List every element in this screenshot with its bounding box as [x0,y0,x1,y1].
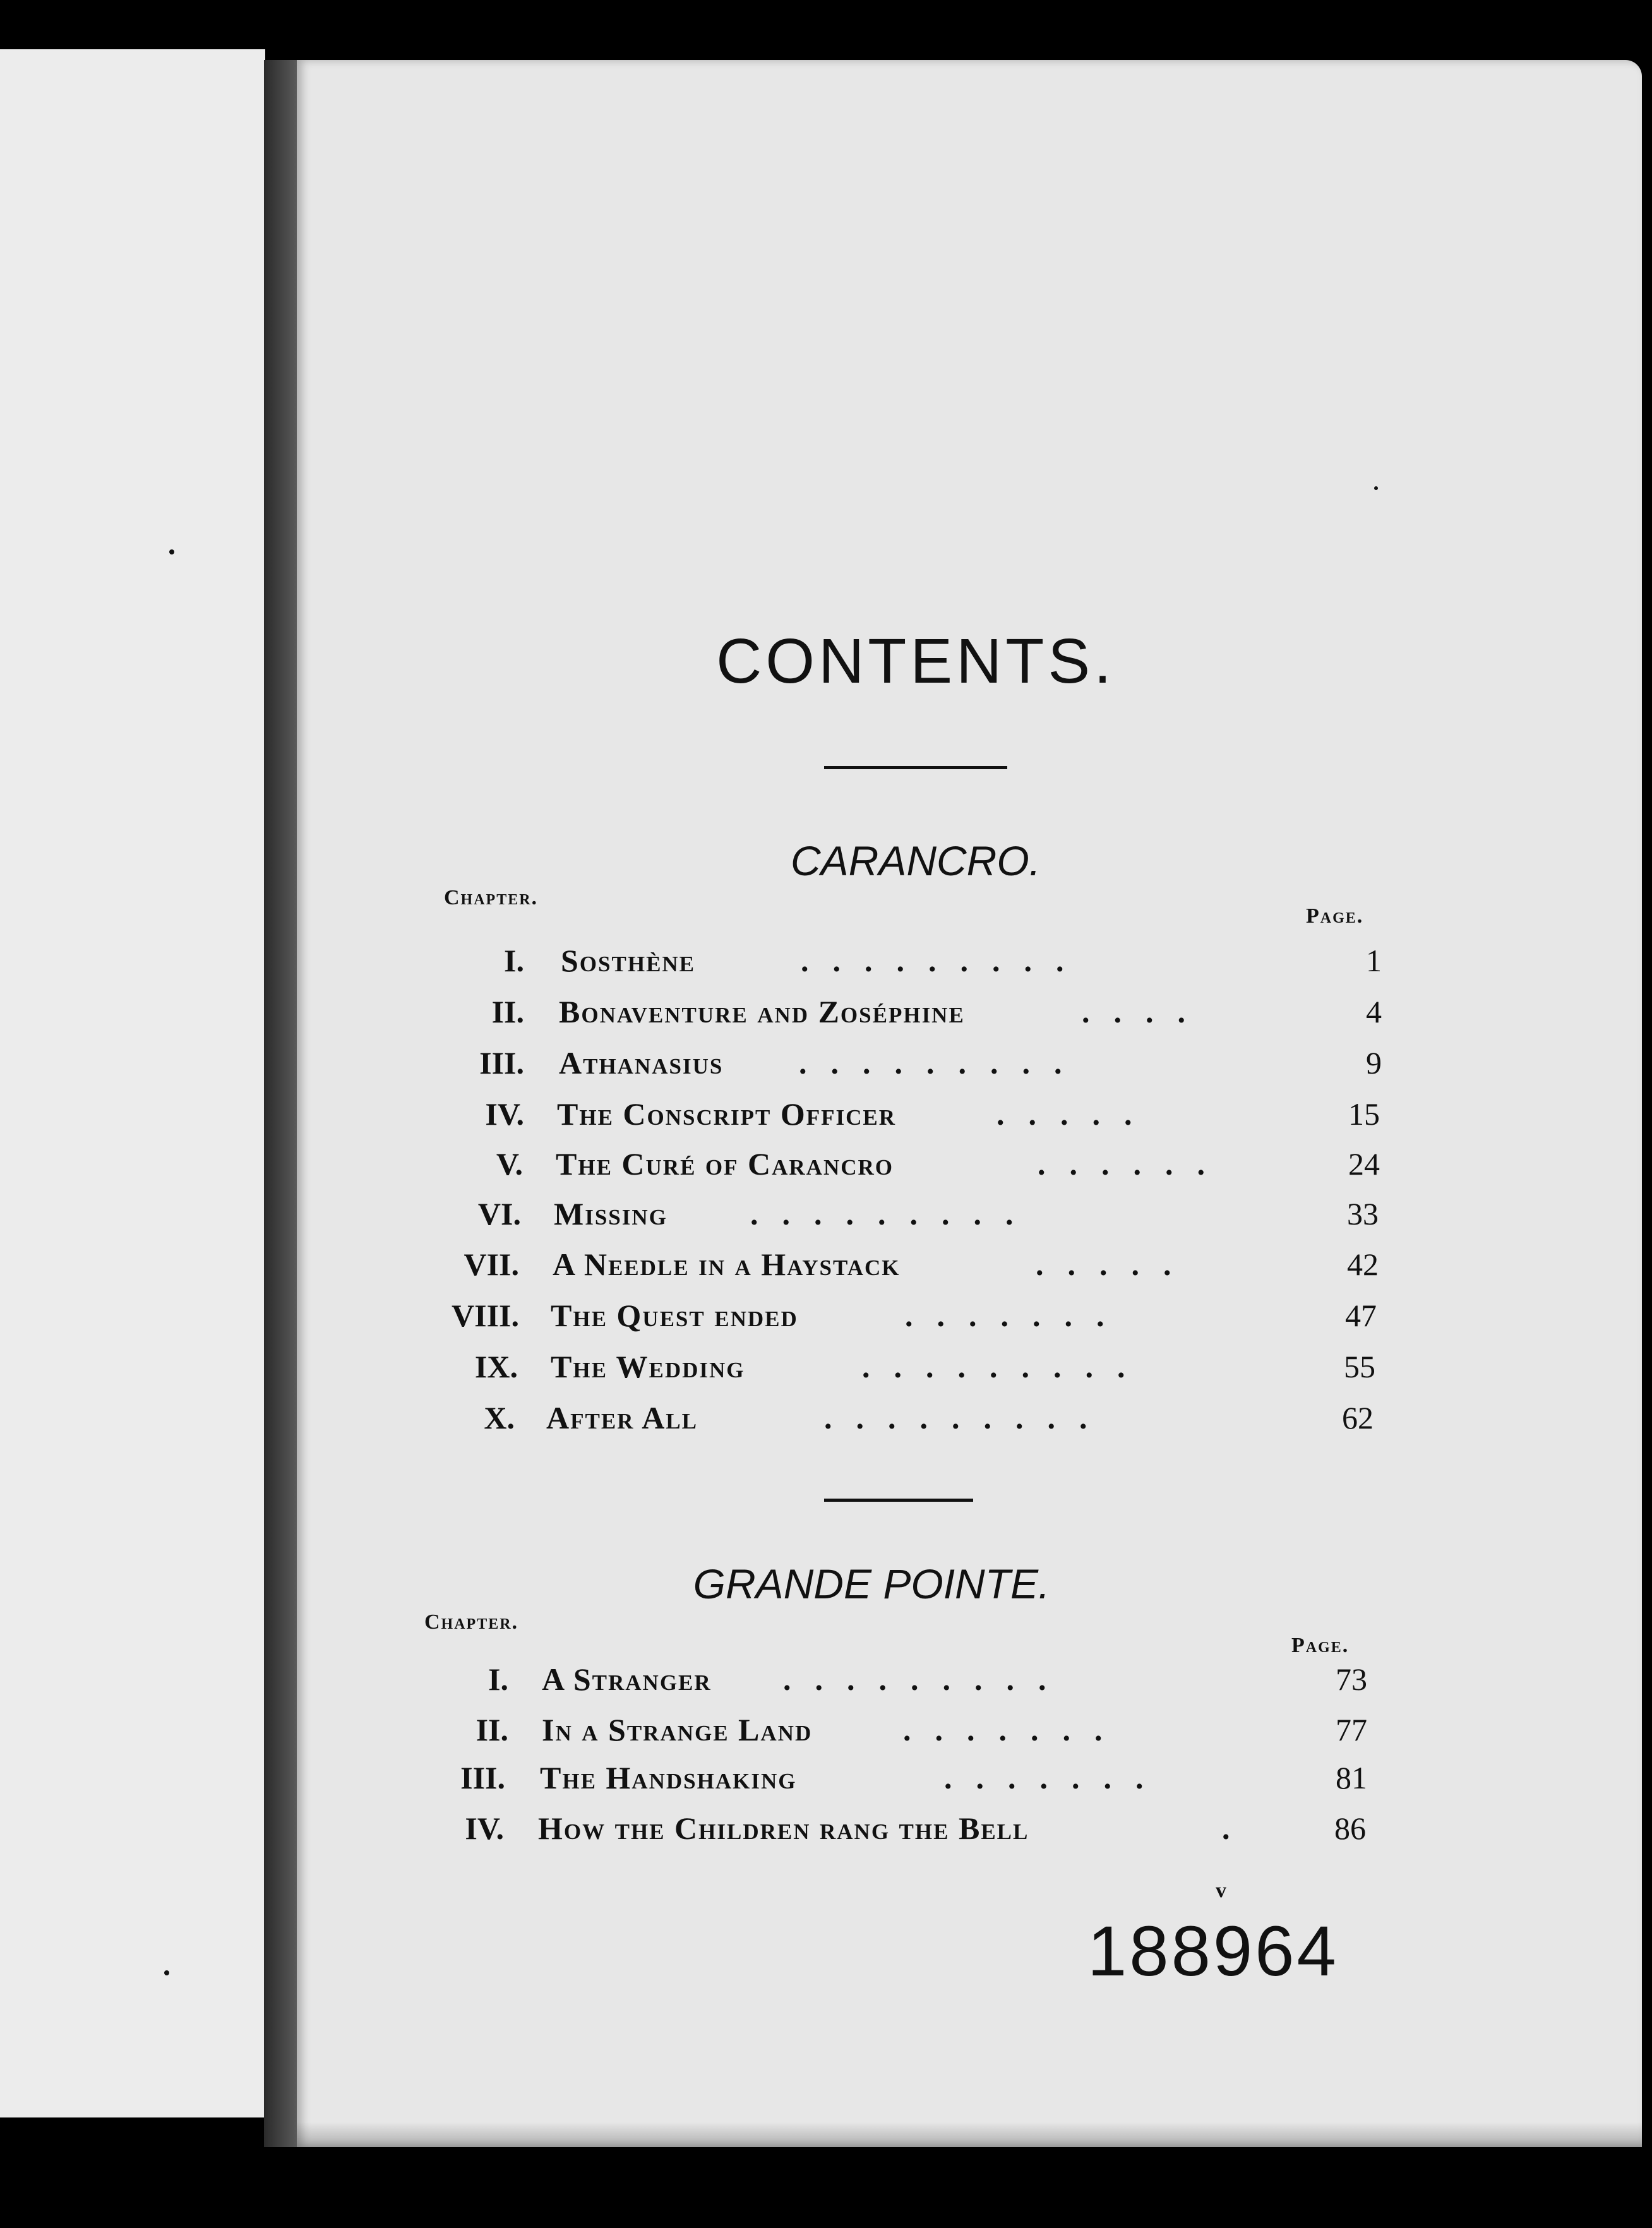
page-number: 9 [1366,1045,1382,1081]
chapter-number: III. [479,1045,524,1081]
toc-row [0,1195,1652,1246]
toc-row [0,1246,1652,1297]
toc-row [0,1759,1652,1810]
chapter-column-label: Chapter. [424,1610,519,1634]
page-column-label: Page. [1306,904,1364,928]
page-number: 81 [1336,1760,1367,1795]
section-title-carancro: CARANCRO. [790,837,1041,884]
toc-row [0,1297,1652,1348]
page-column-label: Page. [1291,1634,1350,1657]
toc-row [0,1146,1652,1196]
toc-row [0,1348,1652,1399]
chapter-title: The Handshaking [540,1760,797,1795]
page-number: 33 [1347,1196,1379,1231]
chapter-number: V. [496,1146,523,1182]
leader-dots: .... [1082,994,1209,1029]
chapter-title: How the Children rang the Bell [538,1811,1029,1846]
page-number: 73 [1336,1662,1367,1697]
leader-dots: ....... [905,1298,1128,1333]
chapter-title: After All [546,1400,698,1435]
chapter-number: IV. [485,1096,524,1132]
chapter-number: I. [504,943,524,978]
chapter-number: X. [484,1400,515,1435]
section-rule [824,1499,973,1502]
chapter-number: I. [488,1662,508,1697]
chapter-title: The Curé of Carancro [556,1146,894,1182]
folio-page-number: v [1216,1879,1226,1902]
chapter-title: Athanasius [559,1045,724,1081]
page-number: 42 [1347,1247,1379,1282]
leader-dots: ....... [944,1760,1168,1795]
leader-dots: ......... [801,943,1088,978]
chapter-title: Missing [554,1196,667,1231]
chapter-number: III. [460,1760,505,1795]
page-title: CONTENTS. [716,626,1115,697]
title-rule [824,766,1007,769]
toc-row [0,1810,1652,1860]
page-number: 24 [1348,1146,1380,1182]
chapter-title: In a Strange Land [542,1712,813,1747]
page-number: 1 [1366,943,1382,978]
toc-row [0,1096,1652,1146]
leader-dots: ......... [824,1400,1111,1435]
toc-row [0,1399,1652,1450]
page-number: 62 [1342,1400,1374,1435]
chapter-title: The Conscript Officer [557,1096,897,1132]
leader-dots: ...... [1038,1146,1229,1182]
chapter-number: VIII. [452,1298,519,1333]
leader-dots: ......... [750,1196,1038,1231]
chapter-number: VI. [477,1196,521,1231]
section-title-grande-pointe: GRANDE POINTE. [693,1560,1050,1607]
leader-dots: ......... [862,1349,1149,1384]
toc-row [0,993,1652,1044]
toc-row [0,942,1652,993]
page-number: 47 [1345,1298,1377,1333]
chapter-title: The Wedding [551,1349,745,1384]
leader-dots: ......... [783,1662,1070,1697]
chapter-column-label: Chapter. [444,886,539,909]
chapter-title: Bonaventure and Zoséphine [559,994,965,1029]
leader-dots: ....... [903,1712,1127,1747]
chapter-title: The Quest ended [551,1298,798,1333]
chapter-number: IX. [474,1349,518,1384]
chapter-number: II. [491,994,524,1029]
page-number: 86 [1334,1811,1366,1846]
page-number: 15 [1348,1096,1380,1132]
leader-dots: ..... [997,1096,1156,1132]
leader-dots: ......... [799,1045,1086,1081]
page-number: 77 [1336,1712,1367,1747]
chapter-title: A Needle in a Haystack [553,1247,901,1282]
toc-row [0,1661,1652,1711]
toc-row [0,1711,1652,1762]
chapter-number: IV. [465,1811,504,1846]
page-number: 4 [1366,994,1382,1029]
page-number: 55 [1344,1349,1375,1384]
chapter-number: II. [476,1712,508,1747]
toc-row [0,1045,1652,1095]
chapter-title: Sosthène [561,943,696,978]
leader-dots: . [1222,1811,1254,1846]
chapter-title: A Stranger [542,1662,712,1697]
chapter-number: VII. [464,1247,519,1282]
leader-dots: ..... [1036,1247,1195,1282]
accession-number-stamp: 188964 [1087,1912,1339,1991]
